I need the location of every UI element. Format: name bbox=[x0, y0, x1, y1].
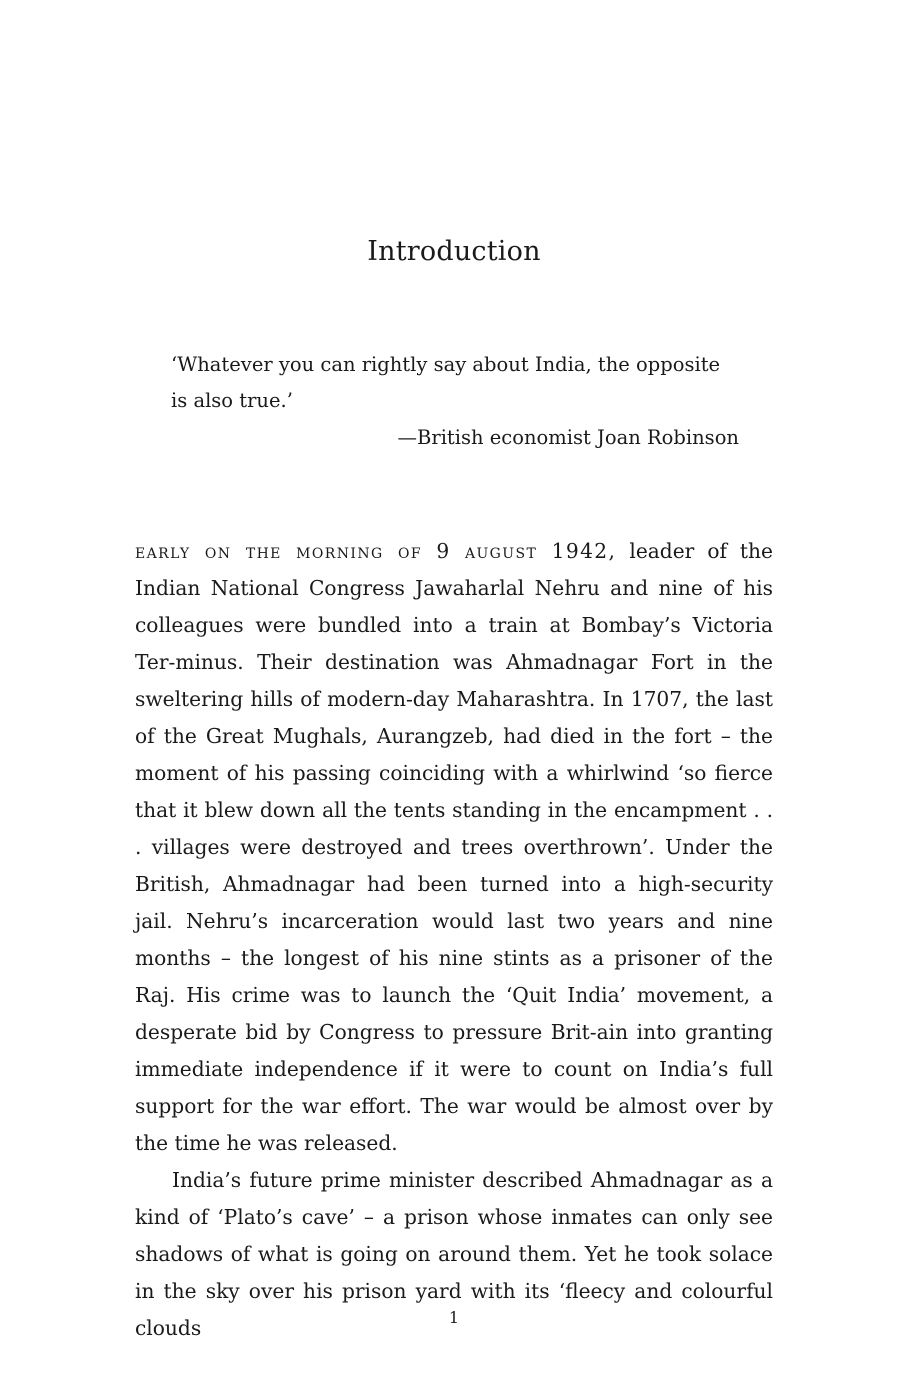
epigraph-attribution: —British economist Joan Robinson bbox=[397, 426, 739, 449]
opening-smallcaps: early on the morning of 9 august 1942, bbox=[135, 539, 617, 563]
chapter-title: Introduction bbox=[367, 236, 541, 267]
paragraph-1 bbox=[135, 533, 773, 1162]
epigraph-quote: ‘Whatever you can rightly say about India, the opposite is also true.’ bbox=[171, 353, 721, 412]
page-number: 1 bbox=[448, 1308, 460, 1327]
epigraph bbox=[171, 347, 739, 457]
paragraph-1-text: leader of the Indian National Congress Jawaharlal Nehru and nine of his colleagues were bundled into a train at Bombay’s Victoria Ter-minus. Their destination was Ahmadnagar Fort in the sweltering hills of modern-day Maharashtra. In 1707, the last of the Great Mughals, Aurangzeb, had died in the fort – the moment of his passing coinciding with a whirlwind ‘so fierce that it blew down all the tents standing in the encampment . . . villages were destroyed and trees overthrown’. Under the British, Ahmadnagar had been turned into a high-security jail. Nehru’s incarceration would last two years and nine months – the longest of his nine stints as a prisoner of the Raj. His crime was to launch the ‘Quit India’ movement, a desperate bid by Congress to pressure Brit-ain into granting immediate independence if it were to count on India’s full support for the war effort. The war would be almost over by the time he was released. bbox=[135, 539, 773, 1155]
body-text bbox=[135, 533, 773, 1347]
paragraph-2: India’s future prime minister described Ahmadnagar as a kind of ‘Plato’s cave’ – a prison whose inmates can only see shadows of what is going on around them. Yet he took solace in the sky over his prison yard with its ‘fleecy and colourful clouds bbox=[135, 1168, 773, 1340]
